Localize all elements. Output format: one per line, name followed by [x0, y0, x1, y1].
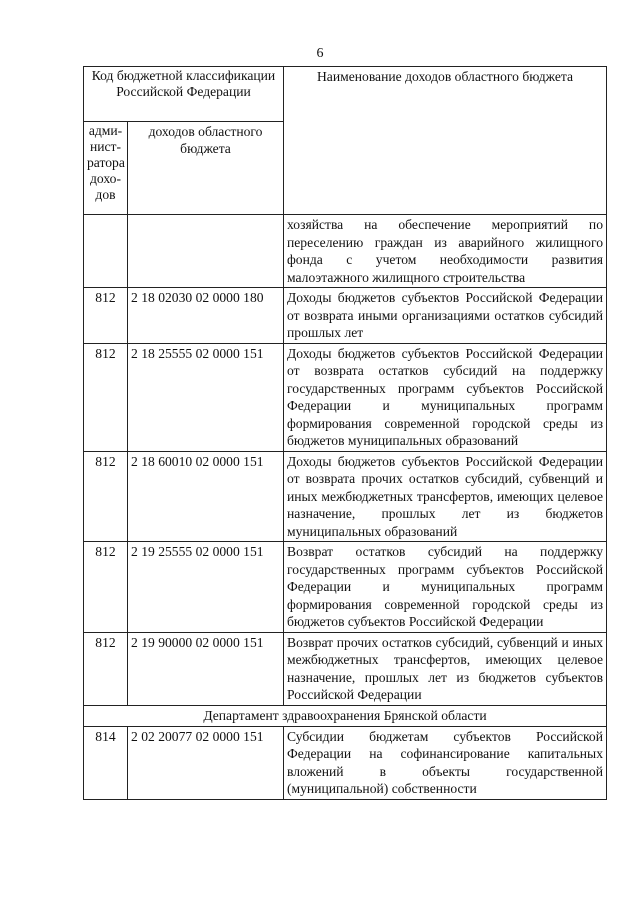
table-row [84, 726, 607, 799]
page-number: 6 [316, 46, 324, 61]
header-income-code: доходов областного бюджета [128, 122, 284, 215]
income-code-cell: 2 02 20077 02 0000 151 [128, 726, 284, 799]
income-code-cell: 2 19 25555 02 0000 151 [128, 542, 284, 633]
table-row [84, 215, 607, 288]
admin-code-cell [84, 215, 128, 288]
table-row [84, 343, 607, 451]
income-name-cell: хозяйства на обеспечение мероприятий по переселению граждан из аварийного жилищного фонда с учетом необходимости развития малоэтажного жилищного строительства [284, 215, 607, 288]
income-name-cell: Возврат остатков субсидий на поддержку государственных программ субъектов Российской Федерации и муниципальных программ формирования современной городской среды из бюджетов субъектов Российской Федерации [284, 542, 607, 633]
income-code-cell: 2 19 90000 02 0000 151 [128, 632, 284, 705]
header-administrator: адми-нист-ратора дохо-дов [84, 122, 128, 215]
income-code-cell [128, 215, 284, 288]
income-name-cell: Возврат прочих остатков субсидий, субвенций и иных межбюджетных трансфертов, имеющих целевое назначение, прошлых лет из бюджетов субъектов Российской Федерации [284, 632, 607, 705]
header-classification-code: Код бюджетной классификации Российской Федерации [84, 67, 284, 122]
department-heading: Департамент здравоохранения Брянской области [84, 705, 607, 726]
admin-code-cell: 814 [84, 726, 128, 799]
admin-code-cell: 812 [84, 288, 128, 344]
admin-code-cell: 812 [84, 451, 128, 542]
admin-code-cell: 812 [84, 343, 128, 451]
income-name-cell: Доходы бюджетов субъектов Российской Федерации от возврата иными организациями остатков субсидий прошлых лет [284, 288, 607, 344]
income-code-cell: 2 18 60010 02 0000 151 [128, 451, 284, 542]
income-name-cell: Доходы бюджетов субъектов Российской Федерации от возврата остатков субсидий на поддержку государственных программ субъектов Российской Федерации и муниципальных программ формирования современной городской среды из бюджетов муниципальных образований [284, 343, 607, 451]
income-name-cell: Доходы бюджетов субъектов Российской Федерации от возврата прочих остатков субсидий, субвенций и иных межбюджетных трансфертов, имеющих целевое назначение, прошлых лет из бюджетов муниципальных образований [284, 451, 607, 542]
table-row [84, 542, 607, 633]
income-name-cell: Субсидии бюджетам субъектов Российской Федерации на софинансирование капитальных вложений в объекты государственной (муниципальной) собственности [284, 726, 607, 799]
income-code-cell: 2 18 25555 02 0000 151 [128, 343, 284, 451]
table-row [84, 288, 607, 344]
admin-code-cell: 812 [84, 542, 128, 633]
admin-code-cell: 812 [84, 632, 128, 705]
income-code-cell: 2 18 02030 02 0000 180 [128, 288, 284, 344]
department-row [84, 705, 607, 726]
header-income-name: Наименование доходов областного бюджета [284, 67, 607, 215]
table-row [84, 451, 607, 542]
budget-classification-table [83, 66, 607, 800]
table-row [84, 632, 607, 705]
header-row-group [84, 67, 607, 122]
